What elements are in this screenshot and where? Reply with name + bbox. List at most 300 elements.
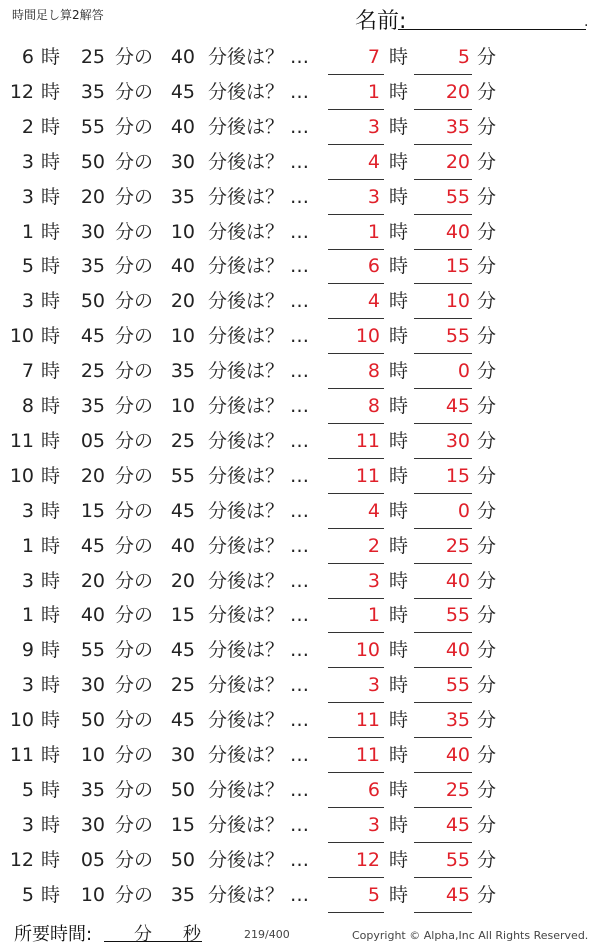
problem-row	[0, 182, 600, 216]
answer-minute: 45	[445, 883, 470, 906]
answer-minute: 55	[445, 848, 470, 871]
answer-hour-unit-label: 時	[389, 674, 409, 697]
start-minute: 45	[80, 534, 105, 557]
name-dot: .	[584, 14, 589, 30]
minute-of-label: 分の	[115, 883, 154, 906]
added-minutes: 30	[170, 744, 195, 766]
after-label: 分後は？ …	[208, 220, 310, 243]
answer-hour-underline	[328, 877, 384, 878]
answer-hour: 11	[355, 709, 380, 732]
answer-hour-underline	[328, 388, 384, 389]
problem-row	[0, 705, 600, 739]
answer-minute-unit-label: 分	[477, 709, 497, 732]
answer-minute-underline	[414, 458, 472, 459]
problem-row	[0, 635, 600, 669]
start-minute: 45	[80, 325, 105, 348]
worksheet-title: 時間足し算2解答	[12, 8, 104, 22]
start-hour: 5	[21, 255, 34, 278]
minute-of-label: 分の	[115, 639, 154, 662]
answer-hour-underline	[328, 109, 384, 110]
after-label: 分後は？ …	[208, 639, 310, 662]
answer-minute-underline	[414, 912, 472, 913]
answer-hour: 3	[367, 674, 380, 697]
start-minute: 15	[80, 499, 105, 522]
answer-hour-unit-label: 時	[389, 429, 409, 452]
answer-minute-underline	[414, 563, 472, 564]
answer-minute-underline	[414, 249, 472, 250]
answer-hour-underline	[328, 423, 384, 424]
answer-hour-unit-label: 時	[389, 46, 409, 68]
start-hour: 3	[21, 674, 34, 697]
answer-hour-unit-label: 時	[389, 255, 409, 278]
start-minute: 50	[80, 709, 105, 732]
answer-minute-unit-label: 分	[477, 255, 497, 278]
added-minutes: 50	[170, 778, 195, 801]
hour-unit-label: 時	[41, 150, 61, 173]
answer-minute-underline	[414, 667, 472, 668]
answer-minute: 5	[457, 46, 470, 68]
after-label: 分後は？ …	[208, 744, 310, 766]
hour-unit-label: 時	[41, 534, 61, 557]
after-label: 分後は？ …	[208, 813, 310, 836]
answer-hour-unit-label: 時	[389, 325, 409, 348]
answer-hour-unit-label: 時	[389, 150, 409, 173]
answer-hour-unit-label: 時	[389, 604, 409, 627]
start-hour: 7	[21, 360, 34, 383]
answer-minute: 0	[457, 499, 470, 522]
answer-minute-underline	[414, 144, 472, 145]
answer-minute-unit-label: 分	[477, 674, 497, 697]
start-minute: 05	[80, 848, 105, 871]
hour-unit-label: 時	[41, 255, 61, 278]
start-minute: 35	[80, 80, 105, 103]
answer-hour-unit-label: 時	[389, 499, 409, 522]
hour-unit-label: 時	[41, 778, 61, 801]
answer-hour-unit-label: 時	[389, 464, 409, 487]
answer-minute-unit-label: 分	[477, 150, 497, 173]
problem-row	[0, 426, 600, 460]
answer-hour-unit-label: 時	[389, 220, 409, 243]
start-minute: 25	[80, 360, 105, 383]
answer-minute-underline	[414, 737, 472, 738]
hour-unit-label: 時	[41, 395, 61, 417]
minute-of-label: 分の	[115, 604, 154, 627]
added-minutes: 20	[170, 569, 195, 592]
answer-hour: 4	[367, 290, 380, 313]
minute-of-label: 分の	[115, 80, 154, 103]
answer-hour-unit-label: 時	[389, 709, 409, 732]
after-label: 分後は？ …	[208, 115, 310, 138]
answer-hour-unit-label: 時	[389, 360, 409, 383]
start-minute: 20	[80, 464, 105, 487]
answer-minute-unit-label: 分	[477, 429, 497, 452]
added-minutes: 20	[170, 290, 195, 313]
answer-hour: 3	[367, 569, 380, 592]
answer-minute: 40	[445, 639, 470, 662]
start-minute: 55	[80, 639, 105, 662]
answer-minute: 20	[445, 150, 470, 173]
answer-minute-unit-label: 分	[477, 185, 497, 208]
start-minute: 55	[80, 115, 105, 138]
start-hour: 2	[21, 115, 34, 138]
answer-hour-unit-label: 時	[389, 534, 409, 557]
problem-row	[0, 391, 600, 425]
minute-of-label: 分の	[115, 709, 154, 732]
added-minutes: 40	[170, 534, 195, 557]
minute-of-label: 分の	[115, 464, 154, 487]
hour-unit-label: 時	[41, 185, 61, 208]
start-hour: 11	[9, 744, 34, 766]
added-minutes: 35	[170, 360, 195, 383]
hour-unit-label: 時	[41, 290, 61, 313]
start-hour: 3	[21, 569, 34, 592]
answer-minute: 25	[445, 778, 470, 801]
after-label: 分後は？ …	[208, 429, 310, 452]
start-hour: 8	[21, 395, 34, 417]
start-minute: 30	[80, 674, 105, 697]
answer-minute: 55	[445, 674, 470, 697]
time-minutes-label: 分	[134, 924, 152, 945]
start-hour: 5	[21, 778, 34, 801]
answer-minute-unit-label: 分	[477, 569, 497, 592]
answer-hour-underline	[328, 912, 384, 913]
start-minute: 35	[80, 778, 105, 801]
answer-minute: 15	[445, 464, 470, 487]
minute-of-label: 分の	[115, 220, 154, 243]
answer-hour: 7	[367, 46, 380, 68]
start-minute: 40	[80, 604, 105, 627]
answer-hour: 1	[367, 80, 380, 103]
start-minute: 30	[80, 220, 105, 243]
answer-hour-underline	[328, 283, 384, 284]
minute-of-label: 分の	[115, 325, 154, 348]
start-minute: 20	[80, 185, 105, 208]
answer-minute: 20	[445, 80, 470, 103]
answer-minute-unit-label: 分	[477, 325, 497, 348]
minute-of-label: 分の	[115, 429, 154, 452]
problem-row	[0, 251, 600, 285]
start-minute: 10	[80, 883, 105, 906]
after-label: 分後は？ …	[208, 360, 310, 383]
start-hour: 1	[21, 534, 34, 557]
answer-minute-underline	[414, 109, 472, 110]
minute-of-label: 分の	[115, 185, 154, 208]
answer-hour-underline	[328, 842, 384, 843]
start-minute: 10	[80, 744, 105, 766]
start-minute: 30	[80, 813, 105, 836]
answer-minute-unit-label: 分	[477, 534, 497, 557]
hour-unit-label: 時	[41, 115, 61, 138]
name-underline	[398, 29, 586, 30]
after-label: 分後は？ …	[208, 569, 310, 592]
answer-hour-unit-label: 時	[389, 185, 409, 208]
hour-unit-label: 時	[41, 464, 61, 487]
start-hour: 10	[9, 709, 34, 732]
answer-hour: 3	[367, 813, 380, 836]
answer-minute-underline	[414, 598, 472, 599]
answer-minute-underline	[414, 74, 472, 75]
problem-row	[0, 670, 600, 704]
start-minute: 25	[80, 46, 105, 68]
minute-of-label: 分の	[115, 360, 154, 383]
answer-minute-unit-label: 分	[477, 360, 497, 383]
answer-minute: 55	[445, 185, 470, 208]
added-minutes: 25	[170, 674, 195, 697]
answer-hour-underline	[328, 702, 384, 703]
problem-row	[0, 740, 600, 774]
answer-hour: 11	[355, 744, 380, 766]
minute-of-label: 分の	[115, 290, 154, 313]
answer-minute-underline	[414, 772, 472, 773]
after-label: 分後は？ …	[208, 290, 310, 313]
answer-hour-unit-label: 時	[389, 883, 409, 906]
minute-of-label: 分の	[115, 674, 154, 697]
added-minutes: 45	[170, 709, 195, 732]
minute-of-label: 分の	[115, 255, 154, 278]
answer-minute: 35	[445, 709, 470, 732]
start-hour: 5	[21, 883, 34, 906]
answer-hour: 4	[367, 150, 380, 173]
copyright-notice: Copyright © Alpha,Inc All Rights Reserved.	[352, 929, 589, 942]
problem-row	[0, 42, 600, 76]
answer-minute-underline	[414, 283, 472, 284]
answer-hour: 3	[367, 115, 380, 138]
after-label: 分後は？ …	[208, 80, 310, 103]
answer-minute-unit-label: 分	[477, 813, 497, 836]
hour-unit-label: 時	[41, 80, 61, 103]
added-minutes: 55	[170, 464, 195, 487]
start-hour: 10	[9, 464, 34, 487]
answer-hour-unit-label: 時	[389, 290, 409, 313]
answer-minute-unit-label: 分	[477, 46, 497, 68]
answer-hour-unit-label: 時	[389, 569, 409, 592]
answer-hour: 1	[367, 220, 380, 243]
answer-hour: 6	[367, 255, 380, 278]
answer-hour-unit-label: 時	[389, 395, 409, 417]
answer-hour-underline	[328, 528, 384, 529]
answer-hour-unit-label: 時	[389, 778, 409, 801]
hour-unit-label: 時	[41, 360, 61, 383]
problem-row	[0, 112, 600, 146]
answer-hour-unit-label: 時	[389, 744, 409, 766]
answer-hour-unit-label: 時	[389, 848, 409, 871]
answer-hour-underline	[328, 598, 384, 599]
answer-hour-underline	[328, 493, 384, 494]
answer-minute-unit-label: 分	[477, 883, 497, 906]
answer-minute-unit-label: 分	[477, 639, 497, 662]
answer-minute-unit-label: 分	[477, 220, 497, 243]
start-hour: 3	[21, 290, 34, 313]
added-minutes: 15	[170, 813, 195, 836]
added-minutes: 40	[170, 115, 195, 138]
added-minutes: 10	[170, 325, 195, 348]
answer-minute-unit-label: 分	[477, 290, 497, 313]
hour-unit-label: 時	[41, 709, 61, 732]
problem-row	[0, 810, 600, 844]
answer-hour: 8	[367, 395, 380, 417]
answer-hour-underline	[328, 632, 384, 633]
added-minutes: 40	[170, 255, 195, 278]
after-label: 分後は？ …	[208, 46, 310, 68]
added-minutes: 45	[170, 499, 195, 522]
added-minutes: 15	[170, 604, 195, 627]
added-minutes: 10	[170, 220, 195, 243]
answer-hour-underline	[328, 318, 384, 319]
problem-row	[0, 77, 600, 111]
answer-minute-underline	[414, 318, 472, 319]
answer-minute: 10	[445, 290, 470, 313]
after-label: 分後は？ …	[208, 604, 310, 627]
problem-row	[0, 217, 600, 251]
hour-unit-label: 時	[41, 639, 61, 662]
problem-row	[0, 531, 600, 565]
answer-minute-underline	[414, 807, 472, 808]
answer-hour-unit-label: 時	[389, 115, 409, 138]
added-minutes: 35	[170, 185, 195, 208]
start-hour: 12	[9, 80, 34, 103]
minute-of-label: 分の	[115, 569, 154, 592]
answer-minute-underline	[414, 493, 472, 494]
problem-row	[0, 775, 600, 809]
answer-hour-underline	[328, 807, 384, 808]
start-minute: 50	[80, 290, 105, 313]
problem-row	[0, 147, 600, 181]
answer-minute-underline	[414, 388, 472, 389]
answer-minute-underline	[414, 179, 472, 180]
answer-minute-unit-label: 分	[477, 778, 497, 801]
answer-hour-underline	[328, 249, 384, 250]
hour-unit-label: 時	[41, 220, 61, 243]
added-minutes: 35	[170, 883, 195, 906]
answer-hour-underline	[328, 772, 384, 773]
after-label: 分後は？ …	[208, 185, 310, 208]
added-minutes: 30	[170, 150, 195, 173]
after-label: 分後は？ …	[208, 325, 310, 348]
after-label: 分後は？ …	[208, 674, 310, 697]
start-minute: 20	[80, 569, 105, 592]
answer-hour-underline	[328, 179, 384, 180]
answer-hour: 11	[355, 464, 380, 487]
answer-hour-underline	[328, 667, 384, 668]
answer-minute: 25	[445, 534, 470, 557]
answer-minute-underline	[414, 353, 472, 354]
answer-minute: 55	[445, 604, 470, 627]
hour-unit-label: 時	[41, 744, 61, 766]
hour-unit-label: 時	[41, 674, 61, 697]
answer-minute-underline	[414, 423, 472, 424]
answer-hour-underline	[328, 353, 384, 354]
answer-hour: 6	[367, 778, 380, 801]
answer-minute: 40	[445, 220, 470, 243]
page-number: 219/400	[244, 928, 290, 941]
answer-minute-unit-label: 分	[477, 604, 497, 627]
start-hour: 10	[9, 325, 34, 348]
answer-hour-underline	[328, 74, 384, 75]
time-seconds-label: 秒	[183, 924, 201, 945]
answer-minute-unit-label: 分	[477, 464, 497, 487]
answer-minute: 30	[445, 429, 470, 452]
answer-minute: 15	[445, 255, 470, 278]
hour-unit-label: 時	[41, 46, 61, 68]
answer-hour: 11	[355, 429, 380, 452]
answer-minute-underline	[414, 702, 472, 703]
minute-of-label: 分の	[115, 499, 154, 522]
start-hour: 3	[21, 499, 34, 522]
answer-minute: 0	[457, 360, 470, 383]
answer-minute: 55	[445, 325, 470, 348]
hour-unit-label: 時	[41, 883, 61, 906]
after-label: 分後は？ …	[208, 778, 310, 801]
answer-hour: 8	[367, 360, 380, 383]
hour-unit-label: 時	[41, 569, 61, 592]
after-label: 分後は？ …	[208, 499, 310, 522]
name-label: 名前:	[355, 9, 407, 34]
minute-of-label: 分の	[115, 150, 154, 173]
hour-unit-label: 時	[41, 604, 61, 627]
problem-row	[0, 461, 600, 495]
answer-minute-unit-label: 分	[477, 848, 497, 871]
answer-hour-underline	[328, 563, 384, 564]
problem-row	[0, 845, 600, 879]
after-label: 分後は？ …	[208, 883, 310, 906]
added-minutes: 10	[170, 395, 195, 417]
answer-minute: 45	[445, 813, 470, 836]
answer-hour-unit-label: 時	[389, 813, 409, 836]
answer-minute-underline	[414, 842, 472, 843]
start-hour: 3	[21, 813, 34, 836]
answer-minute: 45	[445, 395, 470, 417]
answer-minute: 40	[445, 569, 470, 592]
start-hour: 3	[21, 185, 34, 208]
answer-minute: 35	[445, 115, 470, 138]
answer-hour: 10	[355, 325, 380, 348]
problem-row	[0, 496, 600, 530]
minute-of-label: 分の	[115, 534, 154, 557]
start-hour: 1	[21, 220, 34, 243]
problem-row	[0, 600, 600, 634]
answer-hour-underline	[328, 458, 384, 459]
start-hour: 6	[21, 46, 34, 68]
after-label: 分後は？ …	[208, 395, 310, 417]
minute-of-label: 分の	[115, 744, 154, 766]
start-minute: 50	[80, 150, 105, 173]
after-label: 分後は？ …	[208, 534, 310, 557]
answer-minute-unit-label: 分	[477, 744, 497, 766]
answer-hour: 10	[355, 639, 380, 662]
hour-unit-label: 時	[41, 499, 61, 522]
answer-hour-underline	[328, 214, 384, 215]
answer-minute-unit-label: 分	[477, 80, 497, 103]
problem-row	[0, 566, 600, 600]
minute-of-label: 分の	[115, 395, 154, 417]
answer-hour-unit-label: 時	[389, 80, 409, 103]
after-label: 分後は？ …	[208, 848, 310, 871]
after-label: 分後は？ …	[208, 464, 310, 487]
answer-hour: 5	[367, 883, 380, 906]
added-minutes: 40	[170, 46, 195, 68]
answer-minute-underline	[414, 214, 472, 215]
after-label: 分後は？ …	[208, 150, 310, 173]
answer-hour: 4	[367, 499, 380, 522]
answer-minute-unit-label: 分	[477, 499, 497, 522]
after-label: 分後は？ …	[208, 255, 310, 278]
minute-of-label: 分の	[115, 848, 154, 871]
hour-unit-label: 時	[41, 429, 61, 452]
answer-minute-underline	[414, 632, 472, 633]
start-minute: 35	[80, 395, 105, 417]
start-hour: 3	[21, 150, 34, 173]
start-minute: 35	[80, 255, 105, 278]
